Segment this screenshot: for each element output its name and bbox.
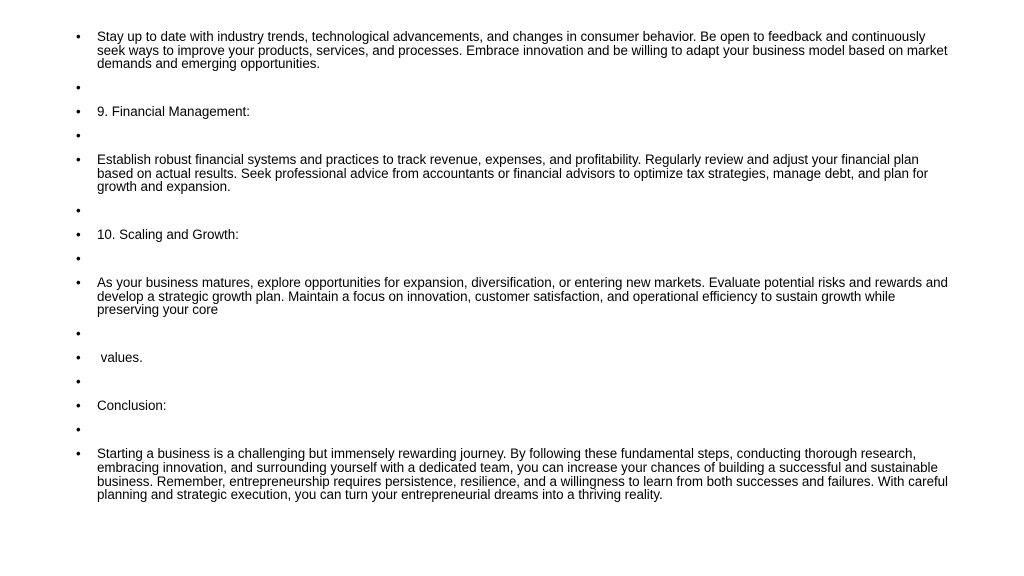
bullet-icon: •: [76, 251, 81, 267]
bullet-icon: •: [76, 398, 81, 414]
bullet-item: [76, 105, 948, 119]
bullet-item: [76, 399, 948, 413]
bullet-text: values.: [97, 350, 143, 366]
bullet-text: Starting a business is a challenging but immensely rewarding journey. By following these fundamental steps, conducting thorough research, embracing innovation, and surrounding yourself with a dedicated team, you can increase your chances of building a successful and sustainable business. Remember, entrepreneurship requires persistence, resilience, and a willingness to learn from both successes and failures. With careful planning and strategic execution, you can turn your entrepreneurial dreams into a thriving reality.: [97, 446, 948, 503]
bullet-item: [76, 228, 948, 242]
bullet-item-empty: [76, 375, 948, 389]
bullet-icon: •: [76, 275, 81, 291]
bullet-icon: •: [76, 350, 81, 366]
bullet-icon: •: [76, 326, 81, 342]
bullet-icon: •: [76, 422, 81, 438]
bullet-item-empty: [76, 204, 948, 218]
bullet-item-empty: [76, 327, 948, 341]
bullet-item-empty: [76, 81, 948, 95]
bullet-item: [76, 30, 948, 71]
bullet-icon: •: [76, 29, 81, 44]
bullet-text: Stay up to date with industry trends, technological advancements, and changes in consumer behavior. Be open to feedback and continuously seek ways to improve your products, services, and processes. Embrace innovation and be willing to adapt your business model based on market demands and emerging opportunities.: [97, 29, 948, 72]
bullet-item-empty: [76, 252, 948, 266]
bullet-item: [76, 153, 948, 194]
bullet-icon: •: [76, 104, 81, 120]
bullet-icon: •: [76, 203, 81, 219]
section-heading: 9. Financial Management:: [97, 104, 250, 120]
bullet-list: [76, 30, 948, 512]
bullet-item: [76, 447, 948, 501]
bullet-item-empty: [76, 129, 948, 143]
bullet-icon: •: [76, 374, 81, 390]
bullet-text: Establish robust financial systems and practices to track revenue, expenses, and profitability. Regularly review and adjust your financial plan based on actual results. Seek professional advice from accountants or financial advisors to optimize tax strategies, manage debt, and plan for growth and expansion.: [97, 152, 929, 195]
bullet-item: [76, 351, 948, 365]
bullet-icon: •: [76, 80, 81, 96]
bullet-icon: •: [76, 227, 81, 243]
bullet-item: [76, 276, 948, 317]
bullet-icon: •: [76, 128, 81, 144]
bullet-icon: •: [76, 152, 81, 168]
bullet-icon: •: [76, 446, 81, 462]
section-heading: Conclusion:: [97, 398, 167, 414]
section-heading: 10. Scaling and Growth:: [97, 227, 239, 243]
bullet-text: As your business matures, explore opportunities for expansion, diversification, or entering new markets. Evaluate potential risks and rewards and develop a strategic growth plan. Maintain a focus on innovation, customer satisfaction, and operational efficiency to sustain growth while preserving your core: [97, 275, 948, 318]
bullet-item-empty: [76, 423, 948, 437]
